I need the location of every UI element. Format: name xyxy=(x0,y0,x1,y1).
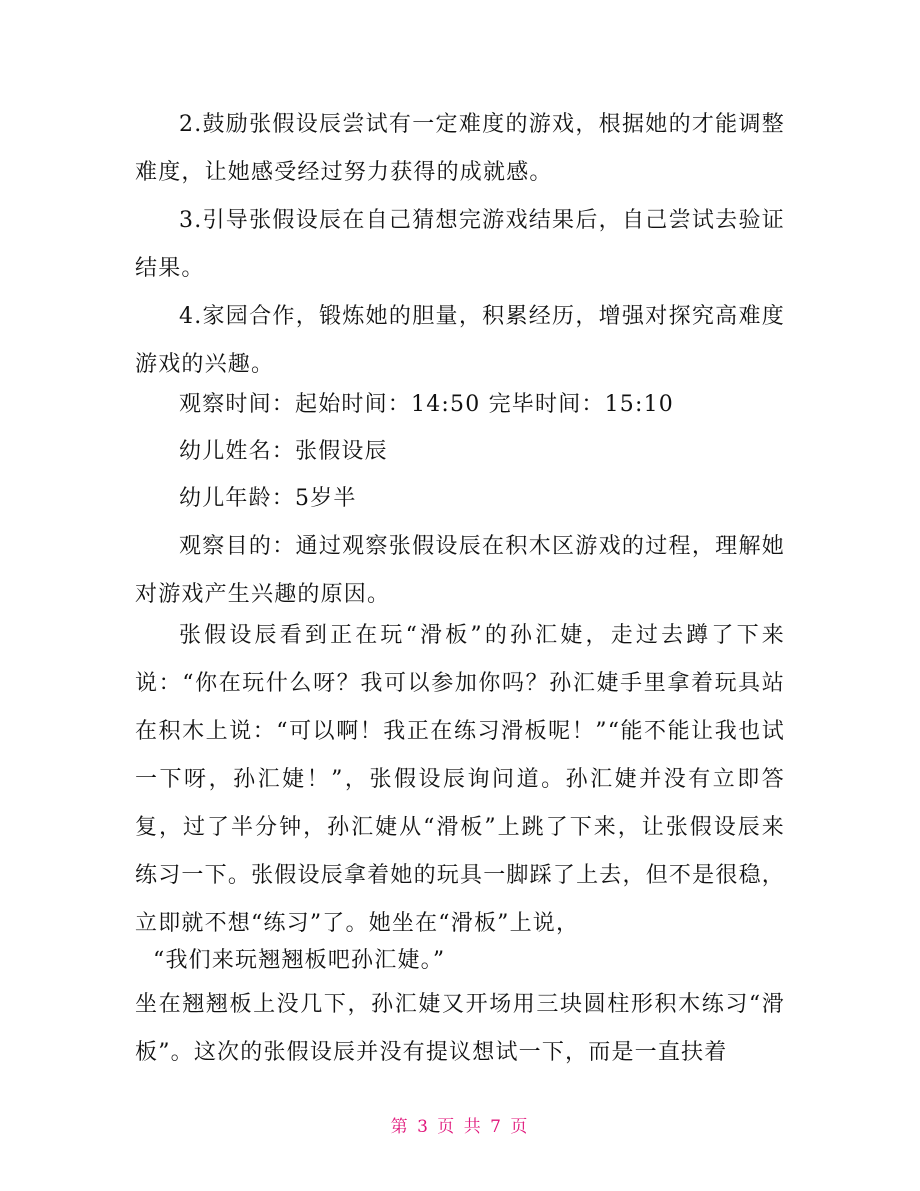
narrative-quote: “我们来玩翘翘板吧孙汇婕。” xyxy=(153,948,446,973)
page-footer: 第 3 页 共 7 页 xyxy=(390,1117,530,1137)
observation-narrative: 张假设辰看到正在玩“滑板”的孙汇婕，走过去蹲了下来说：“你在玩什么呀？我可以参加你吗？孙汇婕手里拿着玩具站在积木上说：“可以啊！我正在练习滑板呢！”“能不能让我也试一下呀，孙汇婕！”，张假设辰询问道。孙汇婕并没有立即答复，过了半分钟，孙汇婕从“滑板”上跳了下来，让张假设辰来练习一下。张假设辰拿着她的玩具一脚踩了上去，但不是很稳，立即就不想“练习”了。她坐在“滑板”上说， xyxy=(135,623,785,936)
observation-purpose: 观察目的：通过观察张假设辰在积木区游戏的过程，理解她对游戏产生兴趣的原因。 xyxy=(135,534,785,607)
paragraph-item-3: 3.引导张假设辰在自己猜想完游戏结果后，自己尝试去验证结果。 xyxy=(135,208,785,281)
observation-time: 观察时间：起始时间：14:50 完毕时间：15:10 xyxy=(179,392,674,417)
paragraph-item-4: 4.家园合作，锻炼她的胆量，积累经历，增强对探究高难度游戏的兴趣。 xyxy=(135,304,785,377)
paragraph-item-2: 2.鼓励张假设辰尝试有一定难度的游戏，根据她的才能调整难度，让她感受经过努力获得的成就感。 xyxy=(135,112,785,185)
child-name: 幼儿姓名：张假设辰 xyxy=(179,439,388,464)
child-age: 幼儿年龄：5岁半 xyxy=(179,486,357,511)
narrative-continuation: 坐在翘翘板上没几下，孙汇婕又开场用三块圆柱形积木练习“滑板”。这次的张假设辰并没有提议想试一下，而是一直扶着 xyxy=(135,992,785,1065)
